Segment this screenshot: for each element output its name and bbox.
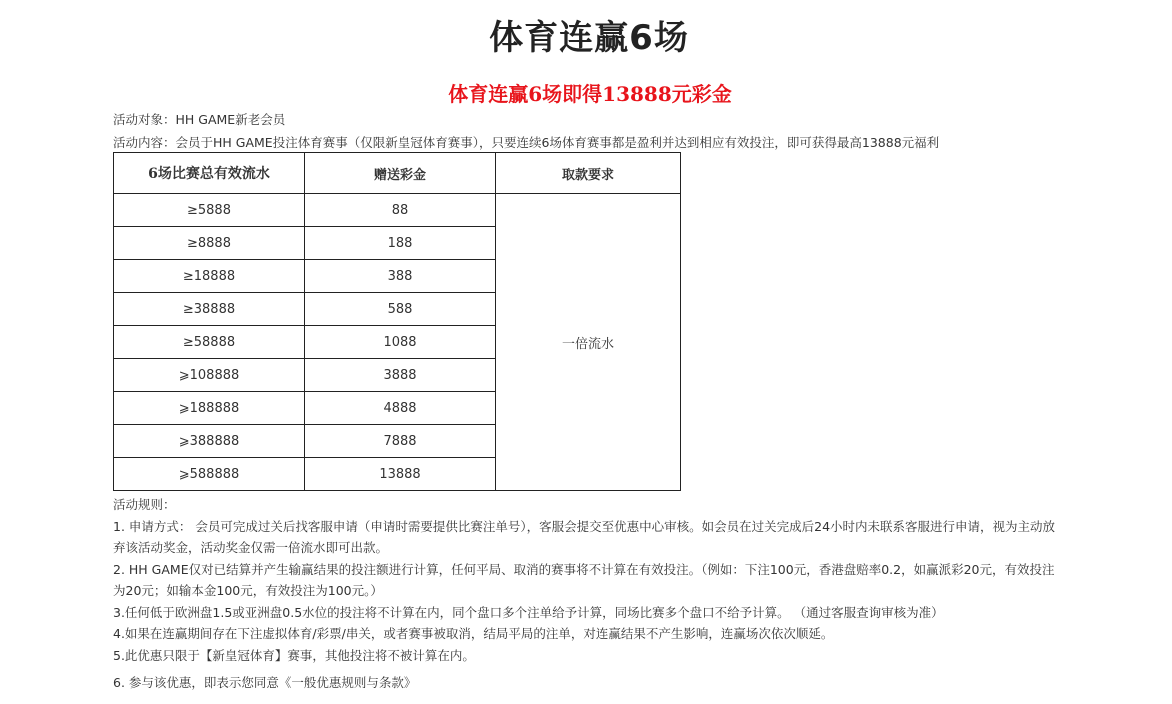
header-total-flow: 6场比赛总有效流水 <box>114 153 305 194</box>
bonus-cell: 13888 <box>305 458 496 491</box>
rules-title: 活动规则： <box>113 497 176 512</box>
flow-cell: ⩾108888 <box>114 359 305 392</box>
page-title: 体育连赢6场 <box>489 18 689 58</box>
flow-cell: ≥5888 <box>114 194 305 227</box>
bonus-cell: 7888 <box>305 425 496 458</box>
activity-target: 活动对象：HH GAME新老会员 <box>113 112 286 127</box>
bonus-cell: 1088 <box>305 326 496 359</box>
flow-cell: ≥8888 <box>114 227 305 260</box>
flow-cell: ≥18888 <box>114 260 305 293</box>
flow-cell: ⩾388888 <box>114 425 305 458</box>
promo-subtitle: 体育连赢6场即得13888元彩金 <box>448 82 732 106</box>
flow-cell: ⩾588888 <box>114 458 305 491</box>
rule-item-terms-link[interactable]: 6. 参与该优惠，即表示您同意《一般优惠规则与条款》 <box>113 675 417 690</box>
withdraw-requirement-cell: 一倍流水 <box>496 194 681 491</box>
rules-section <box>113 494 1063 694</box>
bonus-cell: 3888 <box>305 359 496 392</box>
flow-cell: ≥38888 <box>114 293 305 326</box>
activity-content: 活动内容：会员于HH GAME投注体育赛事（仅限新皇冠体育赛事），只要连续6场体育赛事都是盈利并达到相应有效投注，即可获得最高13888元福利 <box>113 135 940 150</box>
bonus-table <box>113 152 681 491</box>
rule-item: 4.如果在连赢期间存在下注虚拟体育/彩票/串关，或者赛事被取消，结局平局的注单，对连赢结果不产生影响，连赢场次依次顺延。 <box>113 626 834 641</box>
bonus-cell: 388 <box>305 260 496 293</box>
bonus-cell: 88 <box>305 194 496 227</box>
flow-cell: ≥58888 <box>114 326 305 359</box>
rule-item: 1. 申请方式： 会员可完成过关后找客服申请（申请时需要提供比赛注单号），客服会提交至优惠中心审核。如会员在过关完成后24小时内未联系客服进行申请，视为主动放弃该活动奖金，活动奖金仅需一倍流水即可出款。 <box>113 518 1056 555</box>
header-bonus: 赠送彩金 <box>305 153 496 194</box>
rule-item: 2. HH GAME仅对已结算并产生输赢结果的投注额进行计算，任何平局、取消的赛事将不计算在有效投注。（例如：下注100元，香港盘赔率0.2，如赢派彩20元，有效投注为20元；如输本金100元，有效投注为100元。） <box>113 561 1055 598</box>
flow-cell: ⩾188888 <box>114 392 305 425</box>
header-withdraw-requirement: 取款要求 <box>496 153 681 194</box>
bonus-cell: 188 <box>305 227 496 260</box>
bonus-cell: 4888 <box>305 392 496 425</box>
table-row <box>114 194 681 227</box>
table-header-row <box>114 153 681 194</box>
bonus-cell: 588 <box>305 293 496 326</box>
rule-item: 3.任何低于欧洲盘1.5或亚洲盘0.5水位的投注将不计算在内，同个盘口多个注单给予计算，同场比赛多个盘口不给予计算。 （通过客服查询审核为准） <box>113 604 944 620</box>
rule-item: 5.此优惠只限于【新皇冠体育】赛事，其他投注将不被计算在内。 <box>113 647 475 663</box>
